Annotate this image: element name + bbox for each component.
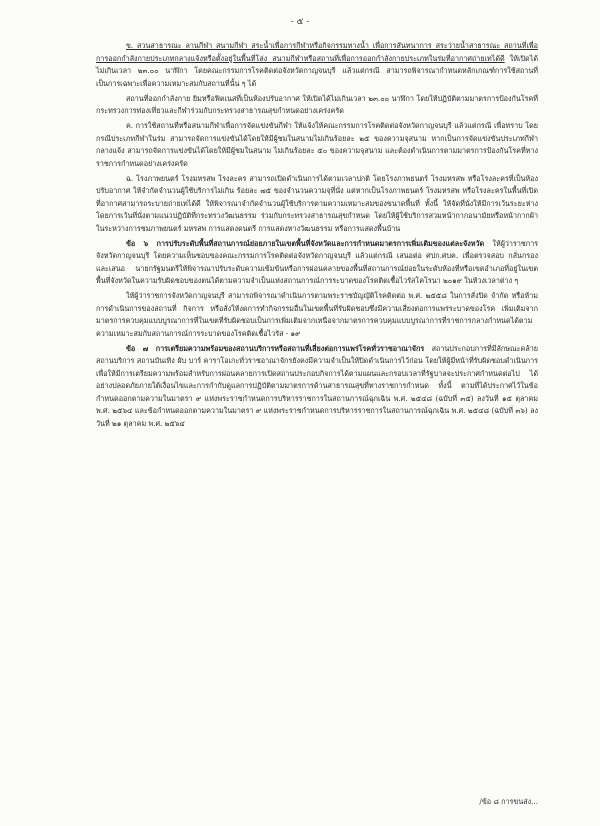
paragraph-fitness: สถานที่ออกกำลังกาย ยิมหรือฟิตเนสที่เป็นห้องปรับอากาศ ให้เปิดได้ไม่เกินเวลา ๒๓.๐๐ นาฬิกา โดยให้ปฏิบัติตามมาตรการป้องกันโรคที่กระทรวงการท่องเที่ยวและกีฬาร่วมกับกระทรวงสาธารณสุขกำหนดอย่างเคร่งครัด — [96, 93, 538, 115]
clause-7-text: สถานประกอบการที่มีลักษณะคล้ายสถานบริการ สถานบันเทิง ผับ บาร์ คาราโอเกะทั่วราชอาณาจักรยังคงมีความจำเป็นให้ปิดดำเนินการไว้ก่อน โดยให้ผู้มีหน้าที่รับผิดชอบดำเนินการ เพื่อให้มีการเตรียมความพร้อมสำหรับการผ่อนคลายการเปิดสถานประกอบกิจการได้ตามแผนและกรอบเวลาที่รัฐบาลจะประกาศกำหนดต่อไป ได้อย่างปลอดภัยภายใต้เงื่อนไขและการกำกับดูแลการปฏิบัติตามมาตรการด้านสาธารณสุขที่ทางราชการกำหนด ทั้งนี้ ตามที่ได้ประกาศไว้ในข้อกำหนดออกตามความในมาตรา ๙ แห่งพระราชกำหนดการบริหารราชการในสถานการณ์ฉุกเฉิน พ.ศ. ๒๕๔๘ (ฉบับที่ ๓๕) ลงวันที่ ๑๕ ตุลาคม พ.ศ. ๒๕๖๔ และข้อกำหนดออกตามความในมาตรา ๙ แห่งพระราชกำหนดการบริหารราชการในสถานการณ์ฉุกเฉิน พ.ศ. ๒๕๔๘ (ฉบับที่ ๓๖) ลงวันที่ ๒๑ ตุลาคม พ.ศ. ๒๕๖๔ — [96, 343, 538, 428]
paragraph-clause-6 — [96, 238, 538, 288]
page-number: - ๕ - — [290, 17, 310, 27]
paragraph-parks-sports — [96, 40, 538, 90]
continuation-note: /ข้อ ๘ การขนส่ง... — [479, 797, 538, 806]
document-body — [96, 40, 538, 433]
clause-7-heading: ข้อ ๗ การเตรียมความพร้อมของสถานบริการหรือสถานที่เสี่ยงต่อการแพร่โรคทั่วราชอาณาจักร — [126, 343, 425, 353]
paragraph-parks-sports-heading: ข. สวนสาธารณะ ลานกีฬา สนามกีฬา สระน้ำเพื่อการกีฬาหรือกิจกรรมทางน้ำ เพื่อการสันทนาการ สระว่ายน้ำสาธารณะ สถานที่เพื่อการออกกำลังกายประเภทกลางแจ้งหรือตั้งอยู่ในพื้นที่โล่ง สนามกีฬาหรือสถานที่เพื่อการออกกำลังกายประเภทในร่มที่อากาศถ่ายเทได้ดี — [96, 41, 538, 63]
paragraph-cinemas-theatres: ฉ. โรงภาพยนตร์ โรงมหรสพ โรงละคร สามารถเปิดดำเนินการได้ตามเวลาปกติ โดยโรงภาพยนตร์ โรงมหรสพ หรือโรงละครที่เป็นห้องปรับอากาศ ให้จำกัดจำนวนผู้ใช้บริการไม่เกิน ร้อยละ ๗๕ ของจำนวนความจุที่นั่ง แต่หากเป็นโรงภาพยนตร์ โรงมหรสพ หรือโรงละครในพื้นที่เปิดที่อากาศสามารถระบายถ่ายเทได้ดี ให้พิจารณาจำกัดจำนวนผู้ใช้บริการตามความเหมาะสมของขนาดพื้นที่ ทั้งนี้ ให้จัดที่นั่งให้มีการเว้นระยะห่างโดยการเว้นที่นั่งตามแนวปฏิบัติที่กระทรวงวัฒนธรรม ร่วมกับกระทรวงสาธารณสุขกำหนด โดยให้ผู้ใช้บริการสวมหน้ากากอนามัยหรือหน้ากากผ้าในระหว่างการชมภาพยนตร์ มหรสพ การแสดงดนตรี การแสดงทางวัฒนธรรม หรือการแสดงพื้นบ้าน — [96, 173, 538, 233]
paragraph-governor-powers: ให้ผู้ว่าราชการจังหวัดกาญจนบุรี สามารถพิจารณาดำเนินการตามพระราชบัญญัติโรคติดต่อ พ.ศ. ๒๕๕๘ ในการสั่งปิด จำกัด หรือห้ามการดำเนินการของสถานที่ กิจการ หรือสั่งให้งดการทำกิจกรรมอื่นในเขตพื้นที่รับผิดชอบซึ่งมีความเสี่ยงต่อการแพร่ระบาดของโรค เพิ่มเติมจากมาตรการควบคุมแบบบูรณาการที่ในเขตที่รับผิดชอบเป็นการเพิ่มเติมจากเหนือจากมาตรการควบคุมแบบบูรณาการที่ราชการกลางกำหนดได้ตามความเหมาะสมกับสถานการณ์การระบาดของโรคติดเชื้อไวรัส - ๑๙ — [96, 291, 538, 338]
paragraph-sports-competition: ค. การใช้สถานที่หรือสนามกีฬาเพื่อการจัดแข่งขันกีฬา ให้แจ้งให้คณะกรรมการโรคติดต่อจังหวัดกาญจนบุรี แล้วแต่กรณี เพื่อทราบ โดยกรณีประเภทกีฬาในร่ม สามารถจัดการแข่งขันได้โดยให้มีผู้ชมในสนามไม่เกินร้อยละ ๒๕ ของความจุสนาม หากเป็นการจัดแข่งขันประเภทกีฬากลางแจ้ง สามารถจัดการแข่งขันได้โดยให้มีผู้ชมในสนาม ไม่เกินร้อยละ ๕๐ ของความจุสนาม และต้องดำเนินการตามมาตรการป้องกันโรคที่ทางราชการกำหนดอย่างเคร่งครัด — [96, 121, 538, 168]
paragraph-parks-sports-text: ให้เปิดได้ไม่เกินเวลา ๒๓.๐๐ นาฬิกา โดยคณะกรรมการโรคติดต่อจังหวัดกาญจนบุรี แล้วแต่กรณี สามารถพิจารณากำหนดหลักเกณฑ์การใช้สถานที่เป็นการเฉพาะเพื่อความเหมาะสมกับสถานที่นั้น ๆ ได้ — [96, 53, 538, 88]
clause-6-heading: ข้อ ๖ การปรับระดับพื้นที่สถานการณ์ย่อยภายในเขตพื้นที่จังหวัดและการกำหนดมาตรการเพิ่มเติมของแต่ละจังหวัด — [126, 238, 485, 248]
clause-6-text: ให้ผู้ว่าราชการจังหวัดกาญจนบุรี โดยความเห็นชอบของคณะกรรมการโรคติดต่อจังหวัดกาญจนบุรี แล้วแต่กรณี เสนอต่อ ศปก.ศบค. เพื่อตรวจสอบ กลั่นกรอง และเสนอ นายกรัฐมนตรีให้พิจารณาปรับระดับความเข้มข้นหรือการผ่อนคลายของพื้นที่สถานการณ์ย่อยในระดับห้องที่หรือเขตอำเภอที่อยู่ในเขตพื้นที่จังหวัดในความรับผิดชอบของตนได้ตามความจำเป็นแห่งสถานการณ์การระบาดของโรคติดเชื้อไวรัสโคโรนา ๒๐๑๙ ในห้วงเวลาต่าง ๆ — [96, 238, 538, 285]
paragraph-clause-7 — [96, 343, 538, 431]
